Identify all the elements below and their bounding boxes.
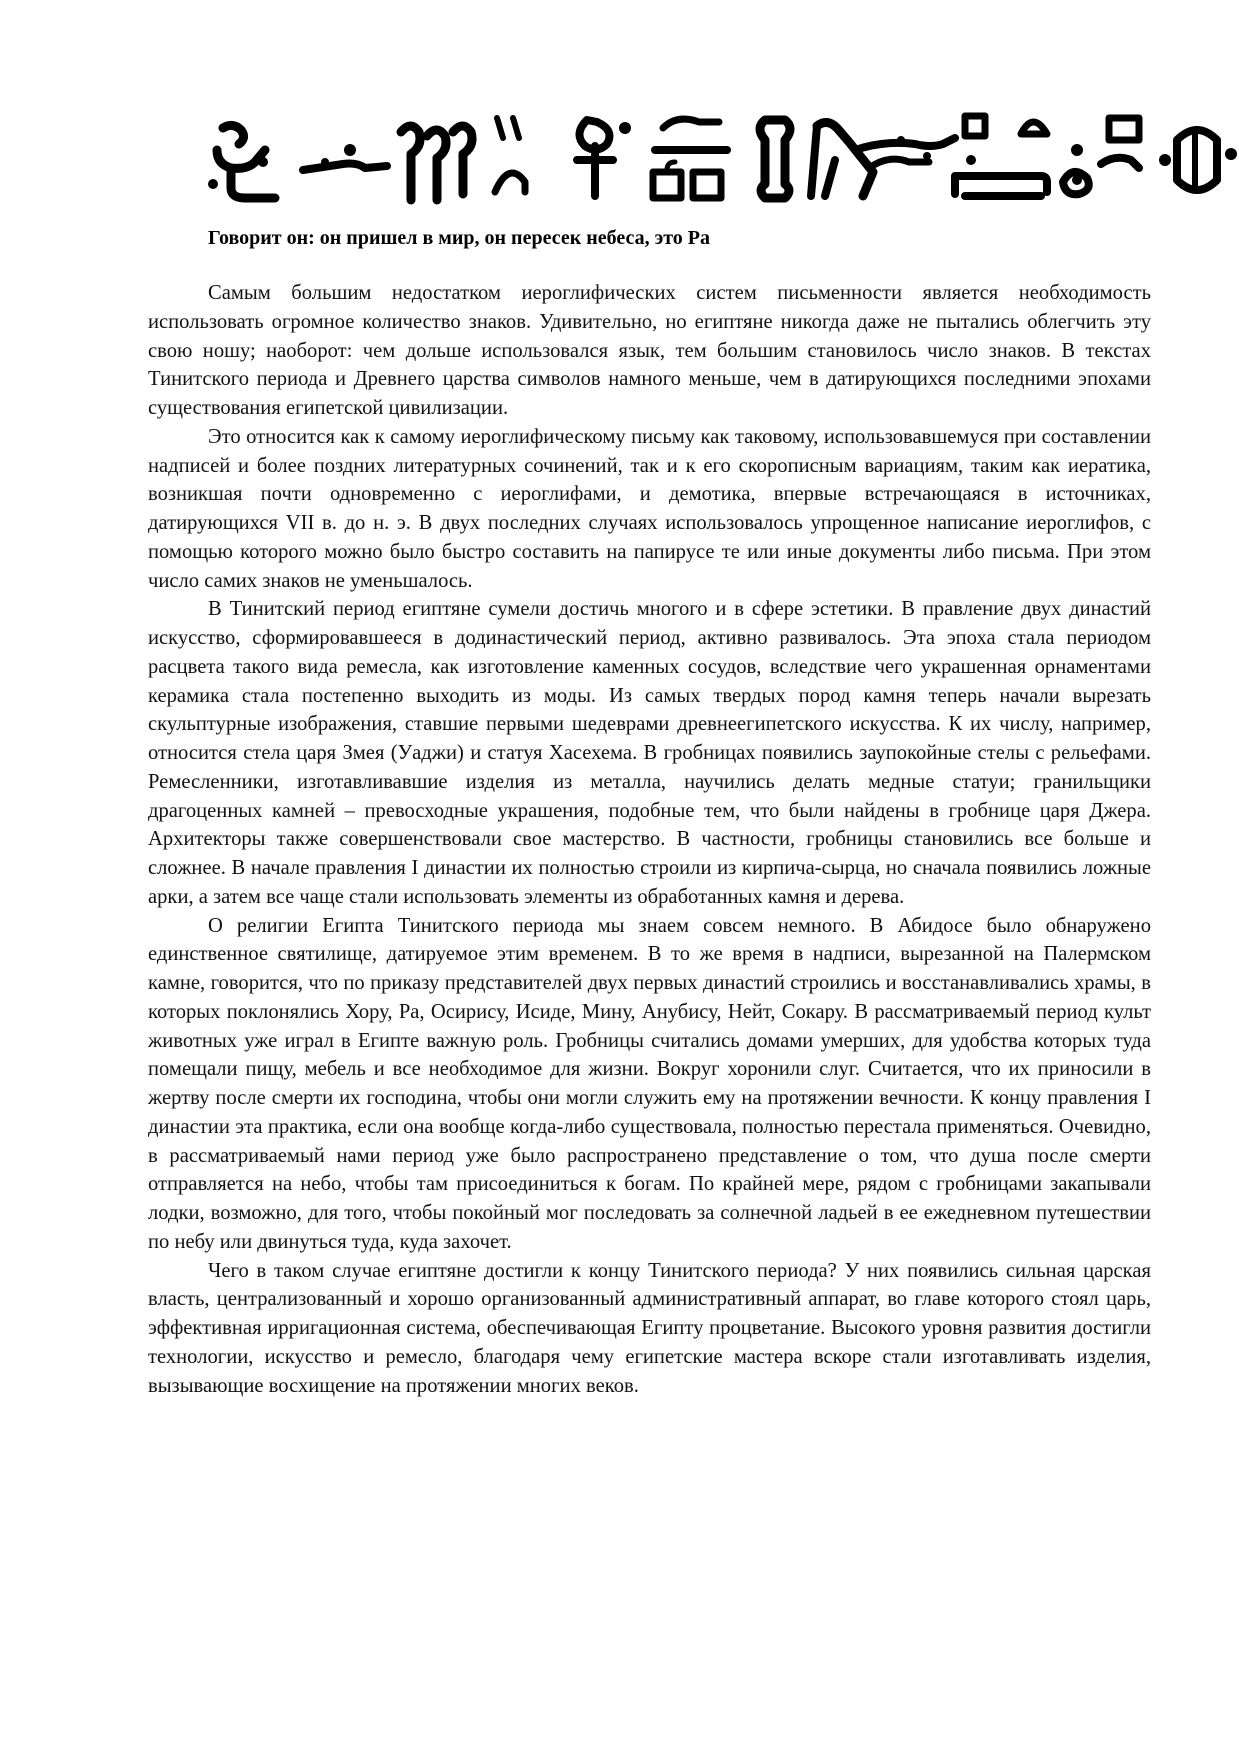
- paragraph: Чего в таком случае египтяне достигли к концу Тинитского периода? У них появились сильная царская власть, централизованный и хорошо организованный административный аппарат, во главе которого стоял царь, эффективная ирригационная система, обеспечивающая Египту процветание. Высокого уровня развития достигли технологии, искусство и ремесло, благодаря чему египетские мастера вскоре стали изготавливать изделия, вызывающие восхищение на протяжении многих веков.: [148, 1259, 1151, 1397]
- paragraph: О религии Египта Тинитского периода мы знаем совсем немного. В Абидосе было обнаружено единственное святилище, датируемое этим временем. В то же время в надписи, вырезанной на Палермском камне, говорится, что по приказу представителей двух первых династий строились и восстанавливались храмы, в которых поклонялись Хору, Ра, Осирису, Исиде, Мину, Анубису, Нейт, Сокару. В рассматриваемый период культ животных уже играл в Египте важную роль. Гробницы считались домами умерших, для удобства которых туда помещали пищу, мебель и все необходимое для жизни. Вокруг хоронили слуг. Считается, что их приносили в жертву после смерти их господина, чтобы они могли служить ему на протяжении вечности. К концу правления I династии эта практика, если она вообще когда-либо существовала, полностью перестала применяться. Очевидно, в рассматриваемый нами период уже было распространено представление о том, что душа после смерти отправляется на небо, чтобы там присоединиться к богам. По крайней мере, рядом с гробницами закапывали лодки, возможно, для того, чтобы покойный мог последовать за солнечной ладьей в ее ежедневном путешествии по небу или двинуться туда, куда захочет.: [148, 914, 1151, 1253]
- inscription-caption: Говорит он: он пришел в мир, он пересек небеса, это Ра: [208, 227, 711, 249]
- article-body: [148, 279, 1151, 1400]
- hieroglyph-inscription-image: [205, 110, 1239, 222]
- paragraph: Самым большим недостатком иероглифических систем письменности является необходимость использовать огромное количество знаков. Удивительно, но египтяне никогда даже не пытались облегчить эту свою ношу; наоборот: чем дольше использовался язык, тем большим становилось число знаков. В текстах Тинитского периода и Древнего царства символов намного меньше, чем в датирующихся последними эпохами существования египетской цивилизации.: [148, 282, 1151, 419]
- paragraph: Это относится как к самому иероглифическому письму как таковому, использовавшемуся при составлении надписей и более поздних литературных сочинений, так и к его скорописным вариациям, таким как иератика, возникшая почти одновременно с иероглифами, и демотика, впервые встречающаяся в источниках, датирующихся VII в. до н. э. В двух последних случаях использовалось упрощенное написание иероглифов, с помощью которого можно было быстро составить на папирусе те или иные документы либо письма. При этом число самих знаков не уменьшалось.: [148, 425, 1151, 592]
- paragraph: В Тинитский период египтяне сумели достичь многого и в сфере эстетики. В правление двух династий искусство, сформировавшееся в додинастический период, активно развивалось. Эта эпоха стала периодом расцвета такого вида ремесла, как изготовление каменных сосудов, вследствие чего украшенная орнаментами керамика стала постепенно выходить из моды. Из самых твердых пород камня теперь начали вырезать скульптурные изображения, ставшие первыми шедеврами древнеегипетского искусства. К их числу, например, относится стела царя Змея (Уаджи) и статуя Хасехема. В гробницах появились заупокойные стелы с рельефами. Ремесленники, изготавливавшие изделия из металла, научились делать медные статуи; гранильщики драгоценных камней – превосходные украшения, подобные тем, что были найдены в гробнице царя Джера. Архитекторы также совершенствовали свое мастерство. В частности, гробницы становились все больше и сложнее. В начале правления I династии их полностью строили из кирпича-сырца, но сначала появились ложные арки, а затем все чаще стали использовать элементы из обработанных камня и дерева.: [148, 598, 1151, 908]
